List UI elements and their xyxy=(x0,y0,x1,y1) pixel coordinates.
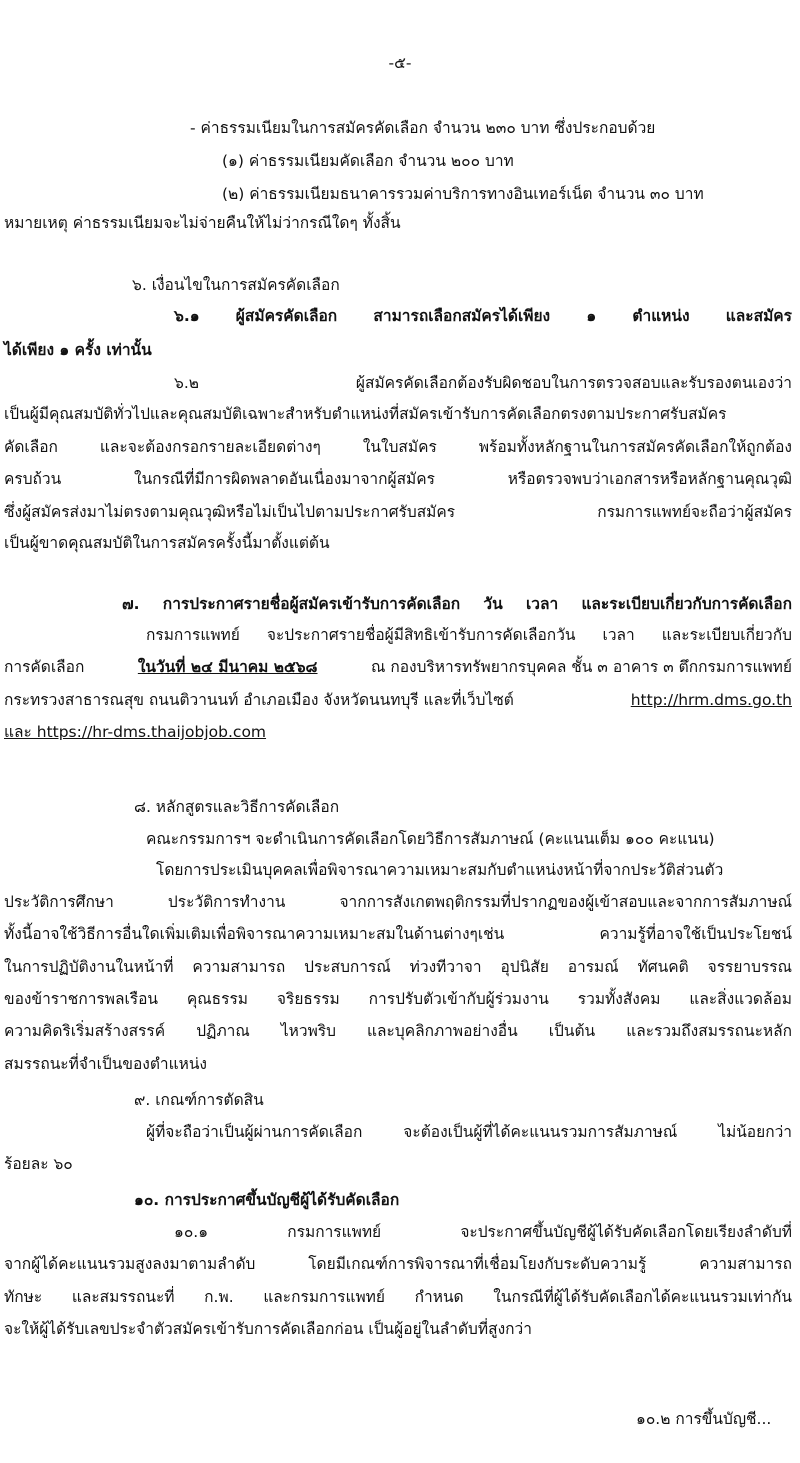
s8-line6: ความคิดริเริ่มสร้างสรรค์ ปฏิภาณ ไหวพริบ และบุคลิกภาพอย่างอื่น เป็นต้น และรวมถึงสมรรถนะหลัก xyxy=(4,1022,792,1040)
s6-2-line2: เป็นผู้มีคุณสมบัติทั่วไปและคุณสมบัติเฉพาะสำหรับตำแหน่งที่สมัครเข้ารับการคัดเลือกตรงตามประกาศรับสมัคร xyxy=(4,405,727,423)
s6-2-line6: เป็นผู้ขาดคุณสมบัติในการสมัครครั้งนี้มาตั้งแต่ต้น xyxy=(4,534,330,552)
fee-total: - ค่าธรรมเนียมในการสมัครคัดเลือก จำนวน ๒๓๐ บาท ซึ่งประกอบด้วย xyxy=(190,119,656,137)
s10-1-line1: ๑๐.๑ กรมการแพทย์ จะประกาศขึ้นบัญชีผู้ได้รับคัดเลือกโดยเรียงลำดับที่ xyxy=(174,1223,792,1241)
s8-line7: สมรรถนะที่จำเป็นของตำแหน่ง xyxy=(4,1055,207,1073)
s8-line5: ของข้าราชการพลเรือน คุณธรรม จริยธรรม การปรับตัวเข้ากับผู้ร่วมงาน รวมทั้งสังคม และสิ่งแวดล้อม xyxy=(4,990,792,1008)
section-9-heading: ๙. เกณฑ์การตัดสิน xyxy=(134,1091,264,1109)
s6-1-line2: ได้เพียง ๑ ครั้ง เท่านั้น xyxy=(4,341,152,359)
s10-1-line2: จากผู้ได้คะแนนรวมสูงลงมาตามลำดับ โดยมีเกณฑ์การพิจารณาที่เชื่อมโยงกับระดับความรู้ ความสามารถ xyxy=(4,1255,792,1273)
s8-line2: ประวัติการศึกษา ประวัติการทำงาน จากการสังเกตพฤติกรรมที่ปรากฏของผู้เข้าสอบและจากการสัมภาษณ์ xyxy=(4,893,792,911)
s7-line2-prefix: การคัดเลือก xyxy=(4,658,85,676)
s6-2-line3: คัดเลือก และจะต้องกรอกรายละเอียดต่างๆ ในใบสมัคร พร้อมทั้งหลักฐานในการสมัครคัดเลือกให้ถูกต้อง xyxy=(4,438,792,456)
s6-2-line4: ครบถ้วน ในกรณีที่มีการผิดพลาดอันเนื่องมาจากผู้สมัคร หรือตรวจพบว่าเอกสารหรือหลักฐานคุณวุฒิ xyxy=(4,470,792,488)
s10-1-line3: ทักษะ และสมรรถนะที่ ก.พ. และกรมการแพทย์ กำหนด ในกรณีที่ผู้ได้รับคัดเลือกได้คะแนนรวมเท่ากัน xyxy=(4,1288,792,1306)
s7-line2 xyxy=(4,656,792,678)
page-number: -๕- xyxy=(388,54,412,72)
s10-1-line4: จะให้ผู้ได้รับเลขประจำตัวสมัครเข้ารับการคัดเลือกก่อน เป็นผู้อยู่ในลำดับที่สูงกว่า xyxy=(4,1320,532,1338)
hrm-website-link[interactable]: http://hrm.dms.go.th xyxy=(630,691,792,709)
s7-line3 xyxy=(4,689,792,711)
fee-note: หมายเหตุ ค่าธรรมเนียมจะไม่จ่ายคืนให้ไม่ว่ากรณีใดๆ ทั้งสิ้น xyxy=(4,214,401,232)
s8-line4: ในการปฏิบัติงานในหน้าที่ ความสามารถ ประสบการณ์ ท่วงทีวาจา อุปนิสัย อารมณ์ ทัศนคติ จรรยาบรรณ xyxy=(4,958,792,976)
s6-2-line1: ๖.๒ ผู้สมัครคัดเลือกต้องรับผิดชอบในการตรวจสอบและรับรองตนเองว่า xyxy=(174,374,792,392)
s8-line1: โดยการประเมินบุคคลเพื่อพิจารณาความเหมาะสมกับตำแหน่งหน้าที่จากประวัติส่วนตัว xyxy=(156,861,724,879)
fee-selection: (๑) ค่าธรรมเนียมคัดเลือก จำนวน ๒๐๐ บาท xyxy=(222,152,514,170)
section-10-heading: ๑๐. การประกาศขึ้นบัญชีผู้ได้รับคัดเลือก xyxy=(134,1191,400,1209)
s6-2-line5: ซึ่งผู้สมัครส่งมาไม่ตรงตามคุณวุฒิหรือไม่เป็นไปตามประกาศรับสมัคร กรมการแพทย์จะถือว่าผู้สมัคร xyxy=(4,503,792,521)
s7-line1: กรมการแพทย์ จะประกาศรายชื่อผู้มีสิทธิเข้ารับการคัดเลือกวัน เวลา และระเบียบเกี่ยวกับ xyxy=(146,626,792,644)
s9-line2: ร้อยละ ๖๐ xyxy=(4,1155,73,1173)
section-7-heading: ๗. การประกาศรายชื่อผู้สมัครเข้ารับการคัดเลือก วัน เวลา และระเบียบเกี่ยวกับการคัดเลือก xyxy=(122,595,792,613)
s8-line3: ทั้งนี้อาจใช้วิธีการอื่นใดเพิ่มเติมเพื่อพิจารณาความเหมาะสมในด้านต่างๆเช่น ความรู้ที่อาจใช้เป็นประโยชน์ xyxy=(4,925,792,943)
announcement-date: ในวันที่ ๒๔ มีนาคม ๒๕๖๘ xyxy=(137,658,318,676)
s7-line3-text: กระทรวงสาธารณสุข ถนนติวานนท์ อำเภอเมือง จังหวัดนนทบุรี และที่เว็บไซต์ xyxy=(4,691,514,709)
s9-line1: ผู้ที่จะถือว่าเป็นผู้ผ่านการคัดเลือก จะต้องเป็นผู้ที่ได้คะแนนรวมการสัมภาษณ์ ไม่น้อยกว่า xyxy=(146,1123,792,1141)
continuation-note: ๑๐.๒ การขึ้นบัญชี... xyxy=(636,1410,772,1428)
section-8-heading: ๘. หลักสูตรและวิธีการคัดเลือก xyxy=(134,798,340,816)
s7-line2-suffix: ณ กองบริหารทรัพยากรบุคคล ชั้น ๓ อาคาร ๓ ตึกกรมการแพทย์ xyxy=(371,658,792,676)
fee-bank: (๒) ค่าธรรมเนียมธนาคารรวมค่าบริการทางอินเทอร์เน็ต จำนวน ๓๐ บาท xyxy=(222,185,704,203)
thaijobjob-website-link[interactable]: และ https://hr-dms.thaijobjob.com xyxy=(4,723,267,741)
section-6-heading: ๖. เงื่อนไขในการสมัครคัดเลือก xyxy=(132,276,340,294)
s6-1-line1: ๖.๑ ผู้สมัครคัดเลือก สามารถเลือกสมัครได้เพียง ๑ ตำแหน่ง และสมัคร xyxy=(174,307,792,325)
s8-subheading: คณะกรรมการฯ จะดำเนินการคัดเลือกโดยวิธีการสัมภาษณ์ (คะแนนเต็ม ๑๐๐ คะแนน) xyxy=(146,830,715,848)
